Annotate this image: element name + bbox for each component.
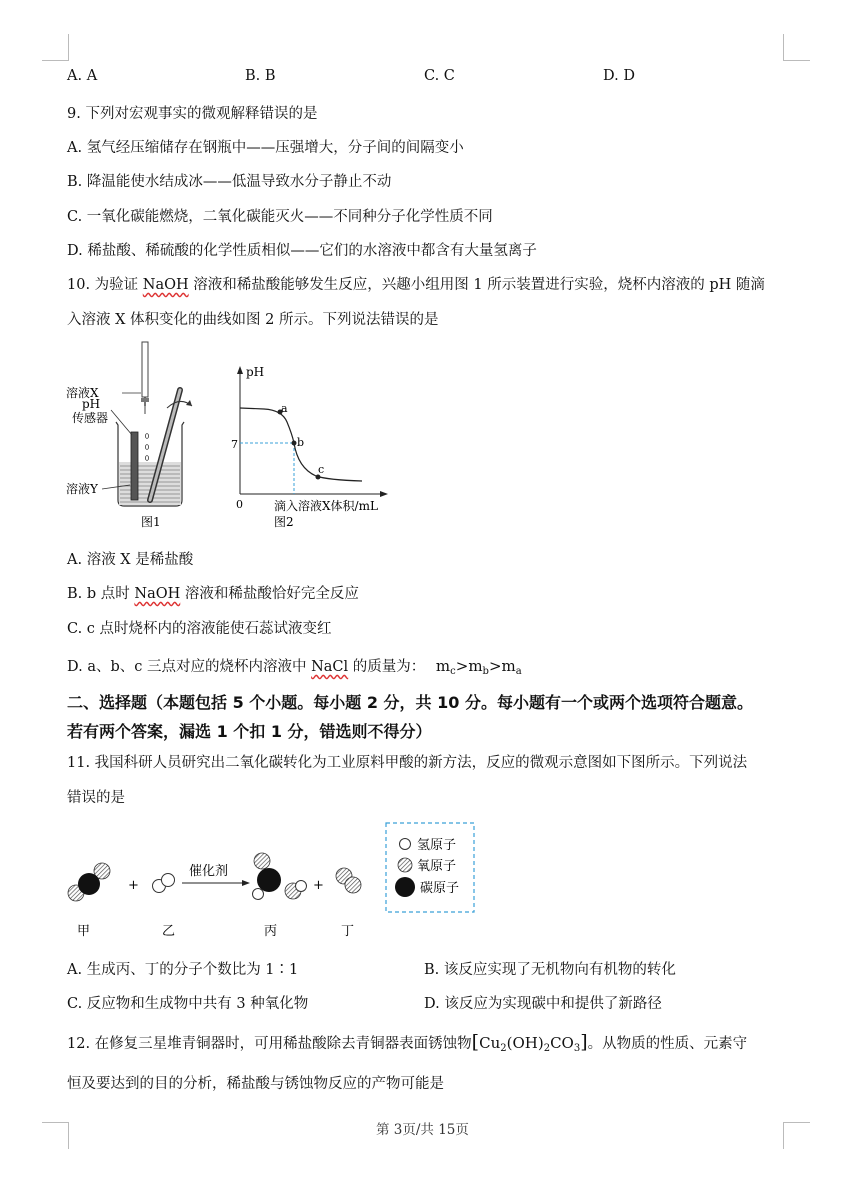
label-jia: 甲 [77,924,91,939]
q10-stem-part1: 10. 为验证 [67,277,143,293]
q10-option-d [67,655,522,677]
legend-carbon: 碳原子 [420,881,460,896]
molecule-bing [253,853,307,900]
q12-stem-line1 [67,1031,747,1054]
q11-option-c: C. 反应物和生成物中共有 3 种氧化物 [67,996,309,1012]
q10-stem-line2: 入溶液 X 体积变化的曲线如图 2 所示。下列说法错误的是 [67,312,439,328]
label-ding: 丁 [341,924,355,939]
q8-option-b: B. B [245,68,276,84]
label-ph: pH [82,397,101,411]
q12-stem-part1: 12. 在修复三星堆青铜器时，可用稀盐酸除去青铜器表面锈蚀物 [67,1036,472,1052]
figure-1-apparatus [64,340,224,535]
q10-option-b-naoh: NaOH [134,586,181,602]
label-solution-x: 溶液X [66,386,99,400]
corner-mark-top-left [42,34,69,61]
q10-option-d-nacl: NaCl [311,659,349,675]
q11-stem-line1: 11. 我国科研人员研究出二氧化碳转化为工业原料甲酸的新方法，反应的微观示意图如下图所示。下列说法 [67,755,748,771]
figure-2-caption: 图2 [274,515,294,529]
section-2-heading-line1: 二、选择题（本题包括 5 个小题。每小题 2 分，共 10 分。每小题有一个或两个选项符合题意。 [67,693,753,712]
q8-option-a: A. A [67,68,98,84]
point-c-label: c [318,463,325,476]
q8-option-c: C. C [424,68,455,84]
q9-option-a: A. 氢气经压缩储存在钢瓶中——压强增大，分子间的间隔变小 [67,140,464,156]
q9-option-c: C. 一氧化碳能燃烧，二氧化碳能灭火——不同种分子化学性质不同 [67,209,493,225]
q11-option-a: A. 生成丙、丁的分子个数比为 1∶1 [67,962,299,978]
corner-mark-bottom-left [42,1122,69,1149]
q10-option-c: C. c 点时烧杯内的溶液能使石蕊试液变红 [67,621,332,637]
y-axis-label: pH [246,365,265,379]
label-bing: 丙 [264,924,278,939]
q10-option-d-part2: 的质量为： [348,659,426,675]
molecule-jia [68,863,110,901]
q10-naoh: NaOH [142,277,189,293]
figure-2-ph-curve [228,362,398,534]
corner-mark-top-right [783,34,810,61]
corner-mark-bottom-right [783,1122,810,1149]
page-footer: 第 3页/共 15页 [376,1122,469,1138]
figure-1-caption: 图1 [141,515,161,529]
molecule-yi [153,874,175,893]
legend-hydrogen: 氢原子 [417,838,457,853]
molecule-ding [336,868,361,893]
q9-stem: 9. 下列对宏观事实的微观解释错误的是 [67,106,318,122]
q10-option-b-part2: 溶液和稀盐酸恰好完全反应 [180,586,359,602]
q12-stem-line2: 恒及要达到的目的分析，稀盐酸与锈蚀物反应的产物可能是 [67,1076,444,1092]
q11-stem-line2: 错误的是 [67,790,125,806]
q9-option-d: D. 稀盐酸、稀硫酸的化学性质相似——它们的水溶液中都含有大量氢离子 [67,243,537,259]
plus-sign-1: + [128,878,139,893]
mass-formula: $m_c>m_b>m_a$ [435,657,522,677]
point-a-label: a [281,402,288,415]
ph-sensor [131,432,138,500]
q9-option-b: B. 降温能使水结成冰——低温导致水分子静止不动 [67,174,392,190]
q10-stem-part2: 溶液和稀盐酸能够发生反应，兴趣小组用图 1 所示装置进行实验，烧杯内溶液的 pH 随滴 [188,277,765,293]
q11-option-d: D. 该反应为实现碳中和提供了新路径 [424,996,662,1012]
label-yi: 乙 [162,924,176,939]
origin-label: 0 [236,498,243,511]
q8-option-d: D. D [603,68,635,84]
q11-option-b: B. 该反应实现了无机物向有机物的转化 [424,962,676,978]
q10-option-b [67,582,359,603]
x-axis-label: 滴入溶液X体积/mL [274,499,378,513]
point-b-label: b [297,436,305,449]
q10-stem-line1 [67,273,765,294]
point-b [292,441,297,446]
oxygen-atom-icon [398,858,412,872]
y-tick-7: 7 [231,438,238,451]
hydrogen-atom-icon [400,839,411,850]
q10-option-a: A. 溶液 X 是稀盐酸 [67,552,194,568]
reaction-diagram [60,815,490,945]
q10-option-b-part1: B. b 点时 [67,586,135,602]
label-sensor: 传感器 [72,411,109,425]
plus-sign-2: + [313,878,324,893]
catalyst-label: 催化剂 [189,864,229,879]
q12-stem-part2: 。从物质的性质、元素守 [587,1036,748,1052]
rust-formula: $[Cu_2(OH)_2CO_3]$ [471,1031,588,1054]
burette [142,342,148,397]
label-solution-y: 溶液Y [66,482,98,496]
q10-option-d-part1: D. a、b、c 三点对应的烧杯内溶液中 [67,659,312,675]
carbon-atom-icon [395,877,415,897]
legend-oxygen: 氧原子 [417,859,457,874]
section-2-heading-line2: 若有两个答案，漏选 1 个扣 1 分，错选则不得分） [67,722,432,741]
